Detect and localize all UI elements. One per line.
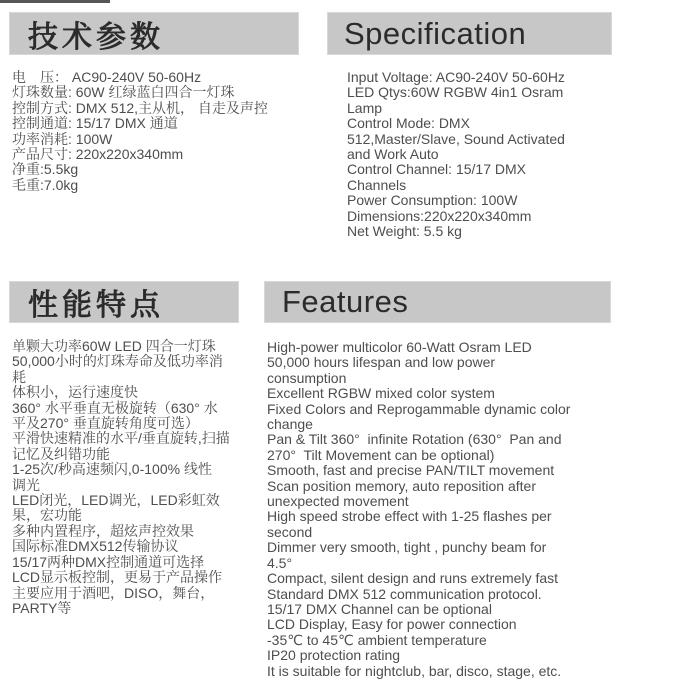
text-line: unexpected movement [267, 493, 409, 510]
text-line: 果，宏功能 [12, 507, 82, 524]
text-line: 平及270° 垂直旋转角度可选） [12, 415, 199, 432]
text-line: 记忆及纠错功能 [12, 445, 110, 462]
performance-header [10, 282, 238, 322]
text-line: Channels [347, 176, 407, 193]
text-line: -35℃ to 45℃ ambient temperature [267, 631, 487, 648]
performance-body [12, 339, 257, 616]
text-line: 512,Master/Slave, Sound Activated [347, 130, 565, 147]
text-line: High-power multicolor 60-Watt Osram LED [267, 339, 532, 355]
text-line: 控制通道: 15/17 DMX 通道 [12, 115, 178, 132]
features-header [265, 282, 610, 322]
text-line: 平滑快速精准的水平/垂直旋转,扫描 [12, 430, 230, 447]
text-line: 体积小，运行速度快 [12, 384, 138, 401]
text-line: Net Weight: 5.5 kg [347, 223, 462, 240]
tech-params-header [10, 13, 298, 54]
text-line: 50,000小时的灯珠寿命及低功率消 [12, 353, 223, 370]
text-line: 15/17 DMX Channel can be optional [267, 600, 492, 617]
text-line: consumption [267, 369, 347, 386]
text-line: Input Voltage: AC90-240V 50-60Hz [347, 69, 565, 85]
text-line: 多种内置程序，超炫声控效果 [12, 522, 194, 539]
text-line: 主要应用于酒吧，DISO，舞台， [12, 584, 215, 601]
text-line: High speed strobe effect with 1-25 flashes per [267, 508, 552, 525]
text-line: Dimensions:220x220x340mm [347, 207, 532, 224]
text-line: 国际标准DMX512传输协议 [12, 538, 179, 555]
specification-title: Specification [344, 15, 527, 51]
specification-body [347, 70, 667, 239]
text-line: Control Mode: DMX [347, 115, 470, 132]
text-line: Fixed Colors and Reprogammable dynamic color [267, 400, 571, 417]
text-line: 产品尺寸: 220x220x340mm [12, 146, 184, 163]
text-line: 灯珠数量: 60W 红绿蓝白四合一灯珠 [12, 84, 235, 101]
text-line: 270° Tilt Movement can be optional) [267, 446, 495, 463]
text-line: 15/17两种DMX控制通道可选择 [12, 553, 205, 570]
text-line: LCD Display, Easy for power connection [267, 616, 517, 633]
performance-title: 性能特点 [28, 289, 164, 322]
text-line: Excellent RGBW mixed color system [267, 385, 495, 402]
cropped-banner-fragment [0, 0, 110, 3]
text-line: 毛重:7.0kg [12, 176, 79, 193]
text-line: 50,000 hours lifespan and low power [267, 354, 496, 371]
text-line: 360° 水平垂直无极旋转（630° 水 [12, 399, 218, 416]
text-line: Control Channel: 15/17 DMX [347, 161, 526, 178]
text-line: Smooth, fast and precise PAN/TILT movement [267, 462, 555, 479]
text-line: 耗 [12, 368, 26, 385]
text-line: 功率消耗: 100W [12, 130, 113, 147]
text-line: IP20 protection rating [267, 647, 401, 664]
text-line: second [267, 523, 313, 540]
text-line: 控制方式: DMX 512,主从机， 自走及声控 [12, 99, 268, 116]
text-line: PARTY等 [12, 599, 72, 616]
text-line: Power Consumption: 100W [347, 192, 518, 209]
text-line: change [267, 416, 313, 433]
text-line: Compact, silent design and runs extremely fast [267, 570, 559, 587]
tech-params-body [12, 70, 342, 193]
text-line: Pan & Tilt 360° infinite Rotation (630° Pan and [267, 431, 562, 448]
features-body [267, 340, 672, 679]
text-line: Dimmer very smooth, tight , punchy beam for [267, 539, 547, 556]
text-line: 调光 [12, 476, 40, 493]
text-line: and Work Auto [347, 146, 439, 163]
text-line: It is suitable for nightclub, bar, disco, stage, etc. [267, 662, 562, 679]
text-line: 净重:5.5kg [12, 161, 79, 178]
text-line: 单颗大功率60W LED 四合一灯珠 [12, 338, 216, 354]
text-line: Scan position memory, auto reposition after [267, 477, 536, 494]
text-line: LED Qtys:60W RGBW 4in1 Osram [347, 84, 564, 101]
text-line: Standard DMX 512 communication protocol. [267, 585, 542, 602]
text-line: LED闭光，LED调光，LED彩虹效 [12, 492, 220, 509]
specification-header [328, 13, 611, 54]
text-line: 电 压： AC90-240V 50-60Hz [12, 69, 202, 85]
text-line: Lamp [347, 99, 383, 116]
features-title: Features [282, 284, 409, 319]
tech-params-title: 技术参数 [28, 20, 164, 54]
text-line: LCD显示板控制，更易于产品操作 [12, 569, 223, 586]
text-line: 4.5° [267, 554, 293, 571]
text-line: 1-25次/秒高速频闪,0-100% 线性 [12, 461, 212, 478]
